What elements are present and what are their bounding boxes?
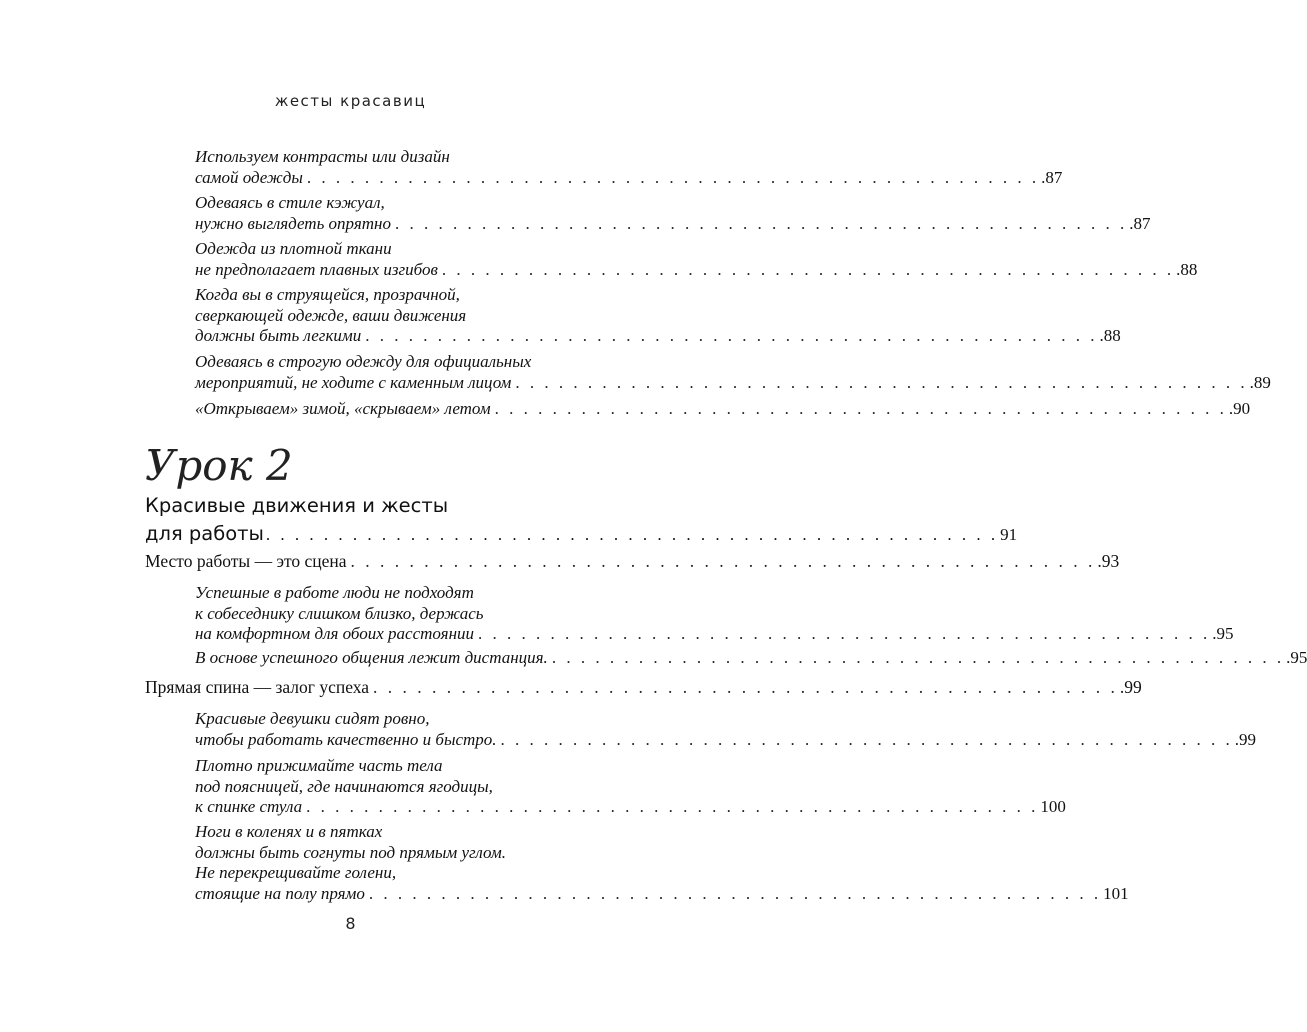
toc-entry-text: «Открываем» зимой, «скрываем» летом xyxy=(195,399,491,418)
toc-page-number: .89 xyxy=(1249,372,1271,392)
toc-leader-dots: . . . . . . . . . . . . . . . . . . . . . . . . . . . . . . . . . . . . . . . . . . . . . . . . . . . xyxy=(306,167,1040,187)
toc-entry-text: самой одежды xyxy=(195,167,303,187)
toc-leader-dots: . . . . . . . . . . . . . . . . . . . . . . . . . . . . . . . . . . . . . . . . . . . . . . . . . . . xyxy=(368,883,1102,903)
toc-entry[interactable] xyxy=(195,583,1234,645)
toc-leader-dots: . . . . . . . . . . . . . . . . . . . . . . . . . . . . . . . . . . . . . . . . . . . . . . . . . . . xyxy=(373,677,1118,697)
toc-leader-dots: . . . . . . . . . . . . . . . . . . . . . . . . . . . . . . . . . . . . . . . . . . . . . . . . . . . xyxy=(478,624,1211,643)
toc-leader-dots: . . . . . . . . . . . . . . . . . . . . . . . . . . . . . . . . . . . . . . . . . . . . . . . . . . . xyxy=(441,259,1175,279)
toc-entry-line: Когда вы в струящейся, прозрачной, xyxy=(195,285,460,304)
toc-entry[interactable] xyxy=(195,285,1121,347)
toc-entry-last-line xyxy=(145,551,1120,572)
toc-page-number: .93 xyxy=(1097,551,1120,571)
toc-entry-text: к спинке стула xyxy=(195,797,303,816)
chapter-title-text: для работы xyxy=(145,522,264,545)
toc-entry-last-line xyxy=(195,624,1234,645)
toc-leader-dots: . . . . . . . . . . . . . . . . . . . . . . . . . . . . . . . . . . . . . . . . . . . . . . . . . . . xyxy=(551,648,1285,667)
toc-entry[interactable] xyxy=(195,399,1251,420)
toc-page-number: .88 xyxy=(1176,259,1198,279)
chapter-title-line: Красивые движения и жесты xyxy=(145,494,449,517)
toc-leader-dots: . . . . . . . . . . . . . . . . . . . . . . . . . . . . . . . . . . . . . . . . . . . . . . . . . . . xyxy=(265,525,999,544)
toc-entry-last-line xyxy=(145,677,1142,698)
toc-entry-line: Не перекрещивайте голени, xyxy=(195,863,397,882)
toc-leader-dots: . . . . . . . . . . . . . . . . . . . . . . . . . . . . . . . . . . . . . . . . . . . . . . . . . . . xyxy=(500,729,1233,749)
toc-entry-last-line xyxy=(195,648,1307,669)
toc-chapter[interactable] xyxy=(145,492,1018,549)
lesson-heading: Урок 2 xyxy=(145,441,293,490)
toc-section[interactable] xyxy=(145,677,1142,698)
toc-page-number: 91 xyxy=(1000,525,1018,544)
toc-entry-line: Плотно прижимайте часть тела xyxy=(195,756,443,775)
toc-entry[interactable] xyxy=(195,352,1271,393)
toc-leader-dots: . . . . . . . . . . . . . . . . . . . . . . . . . . . . . . . . . . . . . . . . . . . . . . . . . . . xyxy=(494,399,1227,418)
toc-entry-line: Одеваясь в строгую одежду для официальных xyxy=(195,352,532,371)
toc-entry-text: стоящие на полу прямо xyxy=(195,883,365,903)
running-head: жесты красавиц xyxy=(274,92,427,110)
toc-entry-text: мероприятий, не ходите с каменным лицом xyxy=(195,372,512,392)
toc-entry-line: Одежда из плотной ткани xyxy=(195,239,392,258)
toc-entry-line: сверкающей одежде, ваши движения xyxy=(195,305,467,325)
toc-entry-last-line xyxy=(195,372,1271,394)
toc-page-number: .87 xyxy=(1129,213,1151,233)
toc-entry-text: не предполагает плавных изгибов xyxy=(195,259,438,279)
toc-section-title: Прямая спина — залог успеха xyxy=(145,677,370,697)
toc-page-number: .87 xyxy=(1041,167,1063,187)
toc-entry[interactable] xyxy=(195,193,1151,234)
toc-entry-line: Одеваясь в стиле кэжуал, xyxy=(195,193,385,212)
toc-entry-last-line xyxy=(195,797,1066,818)
toc-entry-last-line xyxy=(195,399,1251,420)
toc-page-number: 101 xyxy=(1103,883,1129,903)
toc-entry[interactable] xyxy=(195,756,1066,818)
toc-entry-text: на комфортном для обоих расстоянии xyxy=(195,624,475,643)
toc-section-title: Место работы — это сцена xyxy=(145,551,347,571)
toc-entry-last-line xyxy=(195,326,1121,347)
toc-page-number: .90 xyxy=(1228,399,1251,418)
toc-entry-text: нужно выглядеть опрятно xyxy=(195,213,391,233)
toc-page-number: .88 xyxy=(1099,326,1121,345)
chapter-title-last-line xyxy=(145,520,1018,549)
toc-entry-text: должны быть легкими xyxy=(195,326,362,345)
toc-entry[interactable] xyxy=(195,239,1198,280)
toc-leader-dots: . . . . . . . . . . . . . . . . . . . . . . . . . . . . . . . . . . . . . . . . . . . . . . . . . . . xyxy=(350,551,1096,571)
toc-leader-dots: . . . . . . . . . . . . . . . . . . . . . . . . . . . . . . . . . . . . . . . . . . . . . . . . . . . xyxy=(515,372,1248,392)
toc-leader-dots: . . . . . . . . . . . . . . . . . . . . . . . . . . . . . . . . . . . . . . . . . . . . . . . . . . . xyxy=(365,326,1098,345)
toc-entry-line: Используем контрасты или дизайн xyxy=(195,147,450,166)
toc-page-number: .95 xyxy=(1286,648,1307,667)
toc-entry[interactable] xyxy=(195,822,1129,904)
toc-entry-line: должны быть согнуты под прямым углом. xyxy=(195,842,506,862)
toc-entry-line: Успешные в работе люди не подходят xyxy=(195,583,474,602)
toc-entry-last-line xyxy=(195,729,1257,751)
toc-entry-last-line xyxy=(195,213,1151,235)
toc-entry-last-line xyxy=(195,259,1198,281)
toc-entry[interactable] xyxy=(195,709,1257,750)
toc-entry-text: В основе успешного общения лежит дистанция. xyxy=(195,648,548,667)
toc-entry[interactable] xyxy=(195,648,1307,669)
toc-leader-dots: . . . . . . . . . . . . . . . . . . . . . . . . . . . . . . . . . . . . . . . . . . . . . . . . . . . xyxy=(394,213,1128,233)
toc-page-number: .99 xyxy=(1119,677,1142,697)
toc-page-number: .99 xyxy=(1234,729,1257,749)
toc-page-number: .95 xyxy=(1212,624,1234,643)
toc-entry-line: Ноги в коленях и в пятках xyxy=(195,822,383,841)
toc-entry-line: Красивые девушки сидят ровно, xyxy=(195,709,430,728)
toc-page-number: 100 xyxy=(1040,797,1066,816)
toc-entry-line: под поясницей, где начинаются ягодицы, xyxy=(195,776,493,796)
toc-section[interactable] xyxy=(145,551,1120,572)
page-number: 8 xyxy=(345,914,356,933)
toc-entry-line: к собеседнику слишком близко, держась xyxy=(195,603,484,623)
toc-entry-last-line xyxy=(195,167,1063,189)
toc-entry[interactable] xyxy=(195,147,1063,188)
toc-leader-dots: . . . . . . . . . . . . . . . . . . . . . . . . . . . . . . . . . . . . . . . . . . . . . . . . . . . xyxy=(306,797,1039,816)
toc-entry-text: чтобы работать качественно и быстро. xyxy=(195,729,497,749)
toc-entry-last-line xyxy=(195,883,1129,905)
